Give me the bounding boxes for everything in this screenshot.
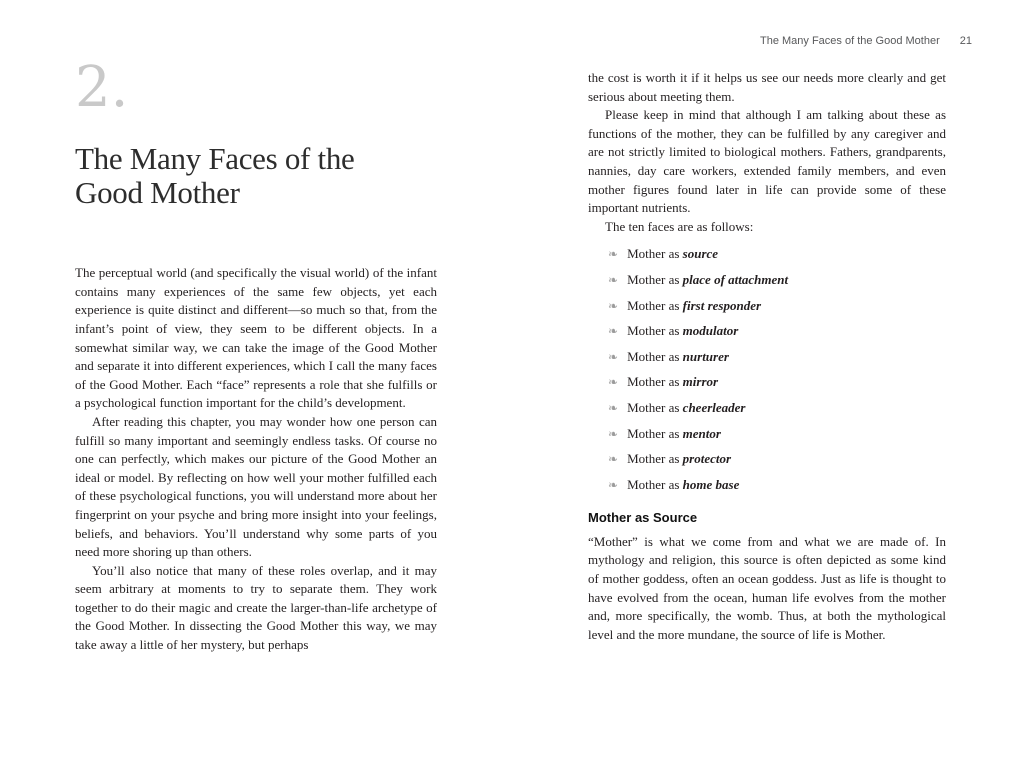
right-page (588, 69, 946, 644)
section-heading-mother-as-source: Mother as Source (588, 510, 698, 526)
floral-bullet-icon: ❧ (608, 349, 619, 364)
face-item-protector (608, 450, 946, 469)
floral-bullet-icon: ❧ (608, 324, 619, 339)
floral-bullet-icon: ❧ (608, 247, 619, 262)
floral-bullet-icon: ❧ (608, 375, 619, 390)
face-item-mentor (608, 425, 946, 444)
chapter-title-line1: The Many Faces of the (75, 141, 355, 176)
face-prefix: Mother as (627, 374, 683, 390)
chapter-title (75, 142, 437, 210)
face-term: protector (682, 451, 732, 467)
floral-bullet-icon: ❧ (608, 272, 619, 287)
face-prefix: Mother as (627, 451, 683, 467)
paragraph: the cost is worth it if it helps us see our needs more clearly and get serious about meeting them. (588, 70, 946, 104)
face-item-first-responder (608, 297, 946, 316)
face-term: home base (682, 476, 740, 492)
face-item-place-of-attachment (608, 271, 946, 290)
section-body: “Mother” is what we come from and what we are made of. In mythology and religion, this source is often depicted as some kind of mother goddess, often an ocean goddess. Just as life is thought to have evolved from the ocean, human life evolves from the mother and, more specifically, the womb. Thus, at both the mythological level and the more mundane, the source of life is Mother. (588, 533, 946, 642)
face-term: nurturer (682, 348, 729, 364)
floral-bullet-icon: ❧ (608, 426, 619, 441)
floral-bullet-icon: ❧ (608, 400, 619, 415)
face-prefix: Mother as (627, 271, 683, 287)
running-head (760, 35, 972, 47)
paragraph: Please keep in mind that although I am talking about these as functions of the mother, they can be fulfilled by any caregiver and are not strictly limited to biological mothers. Fathers, grandparents, nannies, day care workers, extended family members, and even mother figures found later in life can provide some of these important nutrients. (588, 107, 946, 216)
floral-bullet-icon: ❧ (608, 477, 619, 492)
chapter-number: 2. (75, 55, 129, 120)
running-head-title: The Many Faces of the Good Mother (759, 35, 940, 47)
face-prefix: Mother as (627, 323, 683, 339)
faces-list (588, 245, 946, 494)
face-prefix: Mother as (627, 425, 683, 441)
list-intro: The ten faces are as follows: (605, 218, 754, 234)
face-term: place of attachment (682, 271, 789, 287)
face-term: cheerleader (682, 399, 746, 415)
floral-bullet-icon: ❧ (608, 452, 619, 467)
paragraph: After reading this chapter, you may wonder how one person can fulfill so many important and seemingly endless tasks. Of course no one can perfectly, which makes our picture of the Good Mother an ideal or model. By reflecting on how well your mother fulfilled each of these psychological functions, you will understand more about her fingerprint on your psyche and bring more insight into your feelings, beliefs, and behaviors. You’ll understand why some parts of you need more shoring up than others. (75, 413, 437, 560)
paragraph: You’ll also notice that many of these roles overlap, and it may seem arbitrary at moments to try to separate them. They work together to do their magic and create the larger-than-life archetype of the Good Mother. In dissecting the Good Mother this way, we may take away a little of her mystery, but perhaps (75, 562, 437, 653)
face-term: first responder (682, 297, 762, 313)
face-item-nurturer (608, 348, 946, 367)
face-term: source (682, 246, 719, 262)
face-item-source (608, 245, 946, 264)
face-prefix: Mother as (627, 476, 683, 492)
face-item-mirror (608, 373, 946, 392)
face-term: modulator (682, 323, 739, 339)
left-page (75, 55, 437, 655)
floral-bullet-icon: ❧ (608, 298, 619, 313)
face-prefix: Mother as (627, 246, 683, 262)
chapter-title-line2: Good Mother (75, 175, 240, 211)
face-prefix: Mother as (627, 297, 683, 313)
face-term: mirror (682, 374, 719, 390)
face-term: mentor (682, 425, 721, 441)
face-prefix: Mother as (627, 348, 683, 364)
face-prefix: Mother as (627, 399, 683, 415)
paragraph: The perceptual world (and specifically the visual world) of the infant contains many experiences of the same few objects, yet each experience is quite distinct and different—so much so that, from the infant’s point of view, they seem to be different objects. In a somewhat similar way, we can take the image of the Good Mother and separate it into different experiences, which I call the many faces of the Good Mother. Each “face” represents a role that she fulfills or a psychological function important for the child’s development. (75, 265, 437, 411)
face-item-cheerleader (608, 399, 946, 418)
left-page-body (75, 264, 437, 654)
face-item-modulator (608, 322, 946, 341)
page-number: 21 (959, 35, 972, 47)
face-item-home-base (608, 476, 946, 495)
